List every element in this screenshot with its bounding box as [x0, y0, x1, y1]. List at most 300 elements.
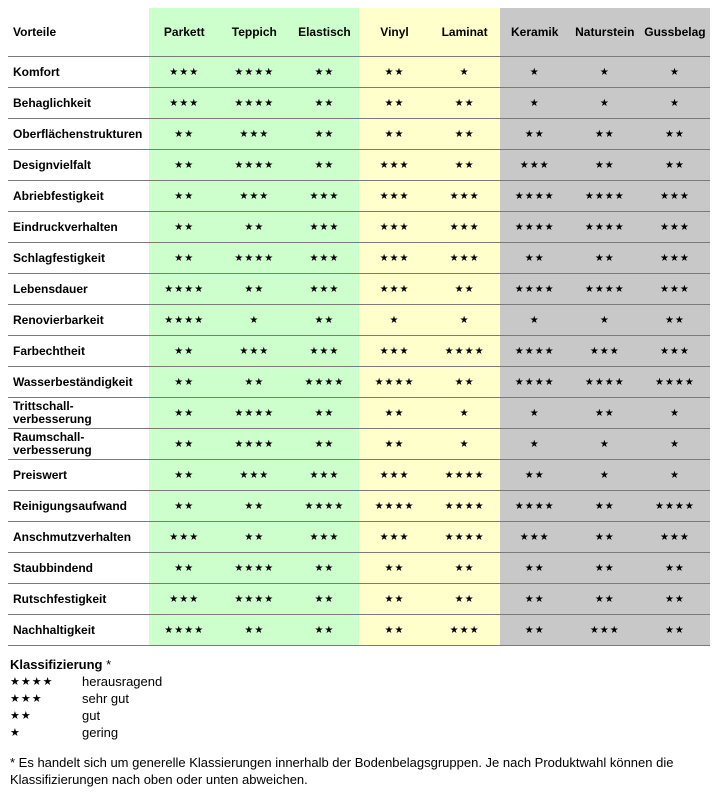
row-label: Oberflächenstrukturen [8, 119, 149, 150]
row-label: Anschmutzverhalten [8, 522, 149, 553]
rating-cell [640, 336, 710, 367]
star-rating-icon: ★★★★ [304, 376, 345, 388]
star-rating-icon: ★★★ [309, 221, 340, 233]
rating-cell [359, 584, 429, 615]
star-rating-icon: ★★★★ [234, 438, 275, 450]
star-rating-icon: ★★ [244, 376, 265, 388]
column-header-gussbelag: Gussbelag [640, 8, 710, 57]
rating-cell [430, 274, 500, 305]
table-row [8, 522, 710, 553]
star-rating-icon: ★★★★ [164, 624, 205, 636]
legend-label: herausragend [82, 674, 163, 689]
rating-cell [359, 429, 429, 460]
table-row [8, 553, 710, 584]
legend-item [10, 673, 710, 690]
star-rating-icon: ★★★★ [514, 500, 555, 512]
rating-cell [219, 491, 289, 522]
column-header-laminat: Laminat [430, 8, 500, 57]
rating-cell [500, 615, 570, 646]
rating-cell [430, 57, 500, 88]
rating-cell [570, 57, 640, 88]
star-rating-icon: ★★★ [589, 345, 620, 357]
rating-cell [500, 88, 570, 119]
star-rating-icon: ★★ [314, 314, 335, 326]
star-rating-icon: ★★ [454, 159, 475, 171]
star-rating-icon: ★★ [174, 469, 195, 481]
star-rating-icon: ★★ [454, 128, 475, 140]
rating-cell [500, 119, 570, 150]
star-rating-icon: ★★★ [659, 345, 690, 357]
rating-cell [219, 584, 289, 615]
star-rating-icon: ★★★ [449, 252, 480, 264]
legend-star-icon: ★★★★ [10, 676, 54, 688]
star-rating-icon: ★ [669, 97, 680, 109]
rating-cell [219, 181, 289, 212]
legend-label: sehr gut [82, 691, 129, 706]
star-rating-icon: ★ [529, 438, 540, 450]
star-rating-icon: ★★★★ [234, 97, 275, 109]
rating-cell [430, 398, 500, 429]
rating-cell [219, 336, 289, 367]
star-rating-icon: ★★ [454, 593, 475, 605]
star-rating-icon: ★★★ [449, 221, 480, 233]
star-rating-icon: ★★ [384, 624, 405, 636]
star-rating-icon: ★★★★ [304, 500, 345, 512]
row-label: Staubbindend [8, 553, 149, 584]
star-rating-icon: ★★★ [309, 252, 340, 264]
star-rating-icon: ★ [529, 97, 540, 109]
star-rating-icon: ★★ [384, 438, 405, 450]
rating-cell [359, 367, 429, 398]
star-rating-icon: ★★★★ [234, 252, 275, 264]
rating-cell [570, 553, 640, 584]
star-rating-icon: ★★ [524, 562, 545, 574]
row-label: Eindruckverhalten [8, 212, 149, 243]
rating-cell [149, 553, 219, 584]
rating-cell [640, 460, 710, 491]
star-rating-icon: ★★★ [379, 221, 410, 233]
star-rating-icon: ★★★ [379, 469, 410, 481]
rating-cell [219, 212, 289, 243]
star-rating-icon: ★★ [244, 624, 265, 636]
row-label: Lebensdauer [8, 274, 149, 305]
star-rating-icon: ★★★ [379, 345, 410, 357]
star-rating-icon: ★★ [314, 407, 335, 419]
rating-cell [359, 398, 429, 429]
star-rating-icon: ★★★ [659, 190, 690, 202]
rating-cell [149, 212, 219, 243]
rating-cell [149, 305, 219, 336]
star-rating-icon: ★★ [314, 97, 335, 109]
row-label: Rutschfestigkeit [8, 584, 149, 615]
rating-cell [570, 491, 640, 522]
star-rating-icon: ★★ [314, 624, 335, 636]
rating-cell [570, 119, 640, 150]
star-rating-icon: ★ [669, 438, 680, 450]
rating-cell [289, 150, 359, 181]
rating-cell [500, 243, 570, 274]
rating-cell [640, 398, 710, 429]
rating-cell [149, 584, 219, 615]
rating-cell [570, 522, 640, 553]
table-row [8, 57, 710, 88]
rating-cell [430, 212, 500, 243]
rating-cell [500, 429, 570, 460]
rating-cell [289, 615, 359, 646]
rating-cell [289, 429, 359, 460]
star-rating-icon: ★★ [384, 128, 405, 140]
star-rating-icon: ★★ [174, 376, 195, 388]
star-rating-icon: ★★ [524, 624, 545, 636]
star-rating-icon: ★★ [244, 283, 265, 295]
star-rating-icon: ★ [599, 97, 610, 109]
rating-cell [430, 522, 500, 553]
row-label: Preiswert [8, 460, 149, 491]
star-rating-icon: ★★ [244, 531, 265, 543]
rating-cell [430, 181, 500, 212]
star-rating-icon: ★★★★ [654, 500, 695, 512]
rating-cell [289, 367, 359, 398]
star-rating-icon: ★★ [174, 438, 195, 450]
legend-item [10, 690, 710, 707]
star-rating-icon: ★★ [174, 128, 195, 140]
star-rating-icon: ★★★ [309, 283, 340, 295]
rating-cell [570, 150, 640, 181]
rating-cell [430, 553, 500, 584]
rating-cell [289, 274, 359, 305]
rating-cell [289, 243, 359, 274]
rating-cell [359, 460, 429, 491]
star-rating-icon: ★★★ [659, 252, 690, 264]
star-rating-icon: ★ [669, 469, 680, 481]
star-rating-icon: ★ [669, 407, 680, 419]
rating-cell [149, 336, 219, 367]
star-rating-icon: ★★★ [379, 159, 410, 171]
legend-title-asterisk: * [102, 657, 112, 672]
rating-cell [289, 305, 359, 336]
star-rating-icon: ★★★ [589, 624, 620, 636]
table-row [8, 584, 710, 615]
star-rating-icon: ★ [389, 314, 400, 326]
rating-cell [430, 367, 500, 398]
rating-cell [219, 150, 289, 181]
star-rating-icon: ★★★ [659, 531, 690, 543]
star-rating-icon: ★ [459, 407, 470, 419]
star-rating-icon: ★★ [454, 97, 475, 109]
star-rating-icon: ★★ [664, 159, 685, 171]
star-rating-icon: ★★★ [169, 97, 200, 109]
table-row [8, 460, 710, 491]
rating-cell [430, 491, 500, 522]
rating-cell [149, 119, 219, 150]
star-rating-icon: ★★★★ [584, 190, 625, 202]
star-rating-icon: ★★★★ [584, 221, 625, 233]
rating-cell [219, 119, 289, 150]
rating-cell [149, 57, 219, 88]
rating-cell [640, 243, 710, 274]
star-rating-icon: ★ [459, 66, 470, 78]
star-rating-icon: ★★★★ [374, 376, 415, 388]
rating-cell [219, 522, 289, 553]
star-rating-icon: ★★★★ [584, 283, 625, 295]
table-row [8, 491, 710, 522]
legend-star-icon: ★★ [10, 710, 32, 722]
rating-cell [149, 522, 219, 553]
rating-cell [359, 491, 429, 522]
header-label-cell: Vorteile [13, 25, 57, 39]
star-rating-icon: ★★ [174, 407, 195, 419]
star-rating-icon: ★★ [314, 562, 335, 574]
star-rating-icon: ★ [459, 438, 470, 450]
rating-cell [289, 398, 359, 429]
row-label: Renovierbarkeit [8, 305, 149, 336]
star-rating-icon: ★★ [244, 500, 265, 512]
rating-cell [430, 460, 500, 491]
rating-cell [149, 460, 219, 491]
column-header-naturstein: Naturstein [570, 8, 640, 57]
star-rating-icon: ★★★ [309, 345, 340, 357]
row-label: Schlagfestigkeit [8, 243, 149, 274]
rating-cell [149, 398, 219, 429]
star-rating-icon: ★★ [314, 159, 335, 171]
star-rating-icon: ★★ [594, 128, 615, 140]
star-rating-icon: ★★ [314, 438, 335, 450]
star-rating-icon: ★ [669, 66, 680, 78]
rating-cell [570, 367, 640, 398]
rating-cell [289, 491, 359, 522]
row-label: Komfort [8, 57, 149, 88]
classification-legend [10, 657, 710, 741]
rating-cell [570, 212, 640, 243]
rating-cell [219, 615, 289, 646]
star-rating-icon: ★★★★ [234, 159, 275, 171]
rating-cell [640, 522, 710, 553]
star-rating-icon: ★★★★ [164, 314, 205, 326]
comparison-table-wrapper [8, 8, 710, 646]
rating-cell [500, 522, 570, 553]
rating-cell [219, 243, 289, 274]
star-rating-icon: ★★★★ [374, 500, 415, 512]
rating-cell [149, 274, 219, 305]
rating-cell [359, 243, 429, 274]
rating-cell [359, 212, 429, 243]
table-row [8, 615, 710, 646]
rating-cell [640, 584, 710, 615]
column-header-elastisch: Elastisch [289, 8, 359, 57]
rating-cell [570, 584, 640, 615]
star-rating-icon: ★★★ [659, 221, 690, 233]
star-rating-icon: ★★★ [659, 283, 690, 295]
rating-cell [219, 274, 289, 305]
star-rating-icon: ★★★★ [164, 283, 205, 295]
star-rating-icon: ★★★ [239, 345, 270, 357]
star-rating-icon: ★★ [174, 252, 195, 264]
legend-label: gering [82, 725, 119, 740]
column-header-keramik: Keramik [500, 8, 570, 57]
rating-cell [570, 305, 640, 336]
star-rating-icon: ★★ [384, 66, 405, 78]
rating-cell [359, 615, 429, 646]
row-label: Abriebfestigkeit [8, 181, 149, 212]
star-rating-icon: ★★ [524, 128, 545, 140]
rating-cell [289, 460, 359, 491]
rating-cell [430, 429, 500, 460]
rating-cell [570, 336, 640, 367]
legend-item [10, 707, 710, 724]
rating-cell [149, 150, 219, 181]
star-rating-icon: ★ [249, 314, 260, 326]
footnote: * Es handelt sich um generelle Klassierungen innerhalb der Bodenbelagsgruppen. Je nach Produktwahl können die Klassifizierungen nach oben oder unten abweichen. [10, 755, 674, 787]
rating-cell [500, 553, 570, 584]
star-rating-icon: ★ [529, 314, 540, 326]
legend-label: gut [82, 708, 101, 723]
table-row [8, 88, 710, 119]
rating-cell [640, 88, 710, 119]
star-rating-icon: ★★★ [239, 469, 270, 481]
rating-cell [430, 243, 500, 274]
table-row [8, 181, 710, 212]
table-row [8, 274, 710, 305]
table-row [8, 429, 710, 460]
rating-cell [640, 181, 710, 212]
rating-cell [570, 429, 640, 460]
rating-cell [359, 522, 429, 553]
star-rating-icon: ★★★★ [514, 190, 555, 202]
rating-cell [359, 119, 429, 150]
rating-cell [640, 429, 710, 460]
rating-cell [219, 398, 289, 429]
star-rating-icon: ★★ [664, 314, 685, 326]
star-rating-icon: ★★ [174, 221, 195, 233]
rating-cell [570, 460, 640, 491]
rating-cell [359, 150, 429, 181]
star-rating-icon: ★ [599, 66, 610, 78]
star-rating-icon: ★★★★ [234, 562, 275, 574]
star-rating-icon: ★★★ [519, 531, 550, 543]
rating-cell [640, 274, 710, 305]
star-rating-icon: ★★★ [449, 190, 480, 202]
rating-cell [359, 181, 429, 212]
star-rating-icon: ★★★★ [514, 221, 555, 233]
legend-title [10, 657, 710, 672]
legend-title-text: Klassifizierung [10, 657, 103, 672]
rating-cell [289, 57, 359, 88]
rating-cell [289, 88, 359, 119]
table-row [8, 119, 710, 150]
rating-cell [430, 119, 500, 150]
column-header-parkett: Parkett [149, 8, 219, 57]
rating-cell [640, 150, 710, 181]
star-rating-icon: ★★★★ [514, 345, 555, 357]
rating-cell [149, 181, 219, 212]
star-rating-icon: ★★★★ [444, 469, 485, 481]
rating-cell [570, 274, 640, 305]
rating-cell [500, 367, 570, 398]
star-rating-icon: ★★ [384, 97, 405, 109]
star-rating-icon: ★★★ [309, 469, 340, 481]
rating-cell [430, 584, 500, 615]
star-rating-icon: ★★ [594, 252, 615, 264]
rating-cell [640, 57, 710, 88]
table-row [8, 150, 710, 181]
star-rating-icon: ★ [599, 469, 610, 481]
row-label: Wasserbeständigkeit [8, 367, 149, 398]
rating-cell [289, 212, 359, 243]
rating-cell [640, 491, 710, 522]
row-label: Reinigungsaufwand [8, 491, 149, 522]
star-rating-icon: ★★★★ [514, 283, 555, 295]
star-rating-icon: ★★★ [309, 531, 340, 543]
rating-cell [219, 88, 289, 119]
star-rating-icon: ★★★★ [584, 376, 625, 388]
star-rating-icon: ★★ [524, 469, 545, 481]
row-label: Designvielfalt [8, 150, 149, 181]
star-rating-icon: ★★★ [169, 66, 200, 78]
rating-cell [500, 57, 570, 88]
rating-cell [500, 181, 570, 212]
rating-cell [149, 243, 219, 274]
star-rating-icon: ★★★ [239, 190, 270, 202]
rating-cell [289, 553, 359, 584]
star-rating-icon: ★ [459, 314, 470, 326]
star-rating-icon: ★ [599, 314, 610, 326]
rating-cell [640, 615, 710, 646]
star-rating-icon: ★★ [174, 562, 195, 574]
rating-cell [570, 243, 640, 274]
star-rating-icon: ★★ [524, 593, 545, 605]
column-header-teppich: Teppich [219, 8, 289, 57]
star-rating-icon: ★★★★ [444, 500, 485, 512]
rating-cell [500, 305, 570, 336]
rating-cell [500, 584, 570, 615]
star-rating-icon: ★★ [524, 252, 545, 264]
rating-cell [359, 88, 429, 119]
rating-cell [219, 429, 289, 460]
table-header-row [8, 8, 710, 57]
rating-cell [149, 367, 219, 398]
star-rating-icon: ★★★★ [654, 376, 695, 388]
table-row [8, 212, 710, 243]
star-rating-icon: ★★ [594, 593, 615, 605]
rating-cell [570, 88, 640, 119]
star-rating-icon: ★★★ [519, 159, 550, 171]
row-label: Behaglichkeit [8, 88, 149, 119]
star-rating-icon: ★★ [594, 159, 615, 171]
row-label: Nachhaltigkeit [8, 615, 149, 646]
rating-cell [430, 88, 500, 119]
star-rating-icon: ★★ [454, 283, 475, 295]
star-rating-icon: ★★ [664, 593, 685, 605]
rating-cell [219, 460, 289, 491]
rating-cell [289, 181, 359, 212]
star-rating-icon: ★★ [384, 593, 405, 605]
rating-cell [289, 336, 359, 367]
rating-cell [500, 336, 570, 367]
star-rating-icon: ★ [599, 438, 610, 450]
rating-cell [430, 336, 500, 367]
star-rating-icon: ★★★ [169, 531, 200, 543]
rating-cell [359, 336, 429, 367]
star-rating-icon: ★ [529, 66, 540, 78]
legend-items [10, 673, 710, 741]
star-rating-icon: ★★ [454, 562, 475, 574]
table-body [8, 57, 710, 646]
rating-cell [359, 305, 429, 336]
star-rating-icon: ★★ [594, 500, 615, 512]
rating-cell [289, 584, 359, 615]
star-rating-icon: ★★ [174, 159, 195, 171]
row-label: Raumschall- verbesserung [8, 429, 149, 460]
